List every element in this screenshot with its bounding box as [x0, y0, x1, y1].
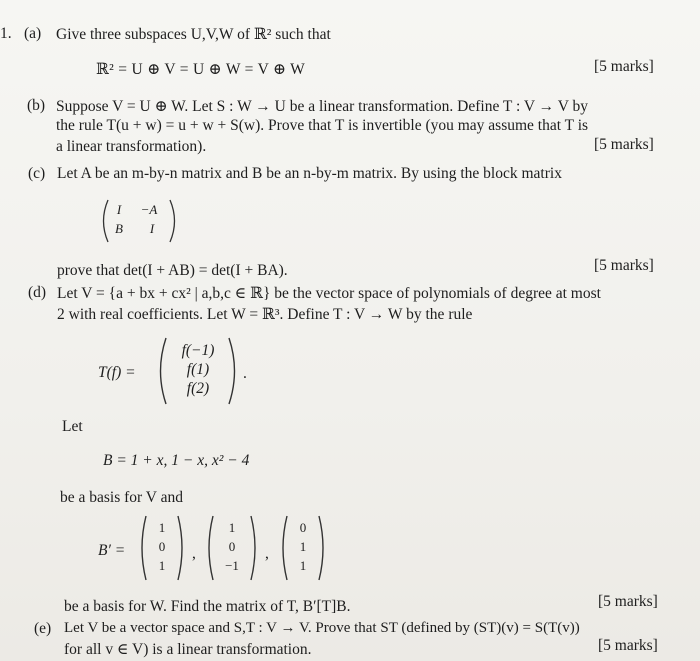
- v3-entry-1: 0: [299, 520, 307, 535]
- part-e-marks: [5 marks]: [598, 637, 658, 654]
- part-e-line2: for all v ∈ V) is a linear transformation.: [64, 641, 312, 658]
- part-c-line1: Let A be an m-by-n matrix and B be an n-by-m matrix. By using the block matrix: [57, 165, 562, 182]
- tf-entry-3: f(2): [186, 380, 210, 397]
- tf-lhs: T(f) =: [98, 364, 136, 381]
- part-a-marks: [5 marks]: [594, 58, 654, 75]
- matrix-r2c2: I: [149, 221, 155, 236]
- v3-entry-3: 1: [299, 558, 307, 573]
- part-d-label: (d): [28, 284, 47, 301]
- v2-entry-2: 0: [228, 539, 236, 554]
- part-d-final: be a basis for W. Find the matrix of T, B′[T]B.: [64, 598, 351, 615]
- matrix-r1c2: −A: [140, 202, 158, 217]
- part-d-marks: [5 marks]: [598, 593, 658, 610]
- part-b-line2: the rule T(u + w) = u + w + S(w). Prove that T is invertible (you may assume that T is: [56, 117, 589, 134]
- part-d-line2: 2 with real coefficients. Let W = ℝ³. Define T : V → W by the rule: [57, 306, 473, 323]
- tf-entry-2: f(1): [186, 361, 210, 378]
- part-c-label: (c): [28, 165, 46, 182]
- tf-vector: [155, 335, 255, 407]
- bprime-vectors: 1 0 1 , 1 0 −1 , 0 1 1: [138, 513, 338, 583]
- part-b-marks: [5 marks]: [594, 136, 654, 153]
- part-b-line1: Suppose V = U ⊕ W. Let S : W → U be a linear transformation. Define T : V → V by: [56, 98, 589, 115]
- part-c-marks: [5 marks]: [594, 257, 654, 274]
- part-e-line1: Let V be a vector space and S,T : V → V. Prove that ST (defined by (ST)(v) = S(T(v)): [64, 620, 580, 636]
- matrix-r1c1: I: [116, 202, 122, 217]
- tf-entry-1: f(−1): [181, 342, 215, 359]
- basis-B: B = 1 + x, 1 − x, x² − 4: [103, 452, 250, 469]
- part-b-line3: a linear transformation).: [56, 138, 207, 155]
- v1-entry-1: 1: [158, 520, 166, 535]
- part-b-label: (b): [27, 97, 46, 114]
- part-a-equation: ℝ² = U ⊕ V = U ⊕ W = V ⊕ W: [96, 61, 306, 78]
- let-text: Let: [62, 418, 83, 435]
- v3-entry-2: 1: [299, 539, 307, 554]
- v1-entry-3: 1: [158, 558, 166, 573]
- question-number: 1.: [0, 25, 12, 42]
- basis-V-text: be a basis for V and: [60, 489, 183, 506]
- part-d-line1: Let V = {a + bx + cx² | a,b,c ∈ ℝ} be the vector space of polynomials of degree at most: [57, 285, 601, 302]
- matrix-r2c1: B: [115, 221, 123, 236]
- bprime-lhs: B′ =: [98, 542, 126, 559]
- part-c-line2: prove that det(I + AB) = det(I + BA).: [57, 262, 288, 279]
- v2-entry-1: 1: [228, 520, 236, 535]
- v2-entry-3: −1: [225, 558, 239, 573]
- part-e-label: (e): [34, 620, 52, 637]
- part-a-label: (a): [24, 25, 42, 42]
- v1-entry-2: 0: [158, 539, 166, 554]
- part-a-text: Give three subspaces U,V,W of ℝ² such that: [56, 26, 331, 43]
- block-matrix: [98, 196, 188, 246]
- tf-dot: .: [243, 365, 247, 382]
